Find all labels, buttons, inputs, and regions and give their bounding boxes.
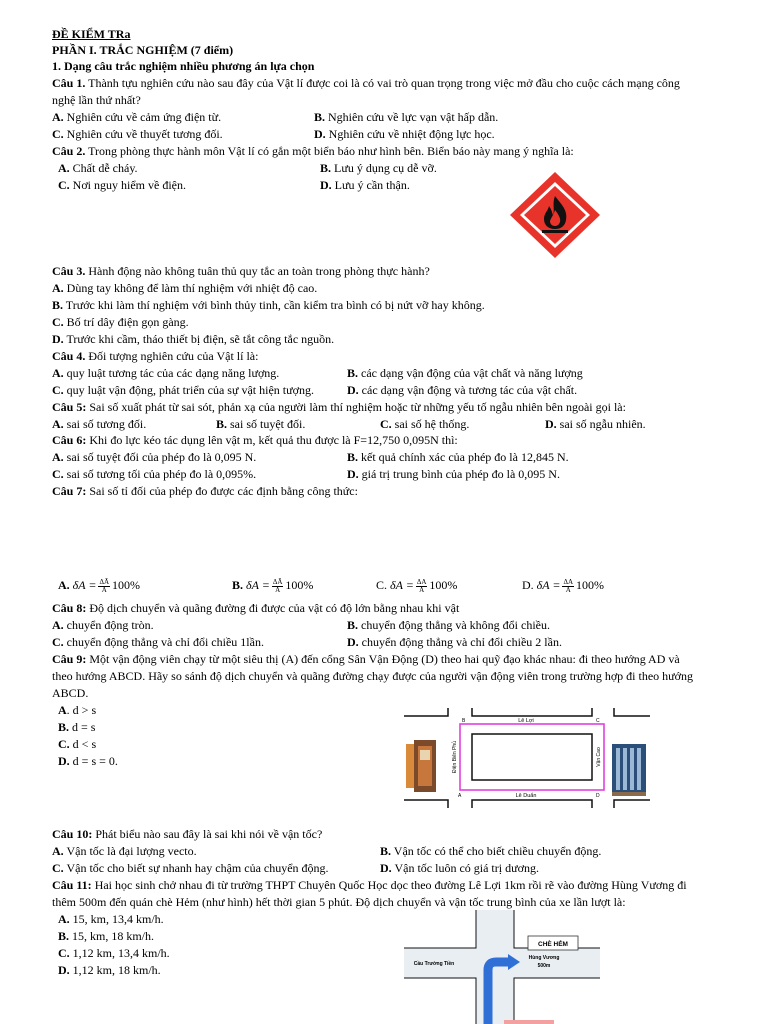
corner-a: A bbox=[458, 793, 462, 799]
exam-title: ĐỀ KIỂM TRa bbox=[52, 27, 131, 41]
q10-option-a: A. Vận tốc là đại lượng vecto. bbox=[52, 844, 197, 858]
q9-option-a: A. d > s bbox=[58, 703, 97, 717]
flame-base bbox=[542, 230, 568, 233]
q9-text-line2: theo hướng ABCD. Hãy so sánh độ dịch chuyển và quãng đường chạy được của người vận động viên trong trường hợp đi theo hướng bbox=[52, 669, 694, 683]
q4-option-a: A. quy luật tương tác của các dạng năng lượng. bbox=[52, 366, 280, 380]
q1-option-c: C. Nghiên cứu về thuyết tương đối. bbox=[52, 127, 223, 141]
q5-option-c: C. sai số hệ thống. bbox=[380, 417, 470, 431]
shop-label: CHÈ HẺM bbox=[538, 941, 568, 948]
supermarket-building-icon bbox=[406, 740, 436, 792]
q7-option-b: B. δA = $\frac{\Delta Ā}{A}$ 100% bbox=[232, 577, 314, 594]
q11-option-d: D. 1,12 km, 18 km/h. bbox=[58, 963, 161, 977]
q6-option-a: A. sai số tuyệt đối của phép đo là 0,095 N. bbox=[52, 450, 257, 464]
q2-option-a: A. Chất dễ cháy. bbox=[58, 161, 138, 175]
q6-option-c: C. sai số tương tối của phép đo là 0,095%. bbox=[52, 467, 257, 481]
q5-option-d: D. sai số ngẫu nhiên. bbox=[545, 417, 646, 431]
q4-option-d: D. các dạng vận động và tương tác của vật chất. bbox=[347, 383, 578, 397]
q5-option-b: B. sai số tuyệt đối. bbox=[216, 417, 306, 431]
q11-option-b: B. 15, km, 18 km/h. bbox=[58, 929, 155, 943]
q9-option-b: B. d = s bbox=[58, 720, 96, 734]
q5-option-a: A. sai số tương đối. bbox=[52, 417, 147, 431]
q10-option-d: D. Vận tốc luôn có giá trị dương. bbox=[380, 861, 539, 875]
q8-option-b: B. chuyển động thẳng và không đổi chiều. bbox=[347, 618, 550, 632]
q5-stem: Câu 5: Sai số xuất phát từ sai sót, phản xạ của người làm thí nghiệm hoặc từ những yếu tố ngẫu nhiên bên ngoài gọi là: bbox=[52, 400, 626, 414]
q1-option-d: D. Nghiên cứu về nhiệt động lực học. bbox=[314, 127, 495, 141]
q9-route-map bbox=[400, 704, 652, 812]
q6-option-b: B. kết quả chính xác của phép đo là 12,845 N. bbox=[347, 450, 569, 464]
road-label-bottom: Lê Duẩn bbox=[515, 793, 537, 799]
q2-label: Câu 2. bbox=[52, 144, 86, 158]
q1-label: Câu 1. bbox=[52, 76, 86, 90]
section-heading: 1. Dạng câu trắc nghiệm nhiều phương án lựa chọn bbox=[52, 59, 315, 73]
q8-option-c: C. chuyển động thẳng và chỉ đổi chiều 1lần. bbox=[52, 635, 264, 649]
road-label-left: Điện Biên Phủ bbox=[452, 741, 458, 773]
q9-option-c: C. d < s bbox=[58, 737, 97, 751]
q1-option-a: A. Nghiên cứu về cảm ứng điện từ. bbox=[52, 110, 222, 124]
part-heading: PHẦN I. TRẮC NGHIỆM (7 điểm) bbox=[52, 43, 234, 57]
q6-stem: Câu 6: Khi đo lực kéo tác dụng lên vật m, kết quả thu được là F=12,750 0,095N thì: bbox=[52, 433, 458, 447]
q10-option-b: B. Vận tốc có thể cho biết chiều chuyển động. bbox=[380, 844, 602, 858]
q7-option-a: A. δA = $\frac{\Delta Ā}{Ā}$ 100% bbox=[58, 577, 141, 594]
q8-option-a: A. chuyển động tròn. bbox=[52, 618, 154, 632]
q11-option-c: C. 1,12 km, 13,4 km/h. bbox=[58, 946, 170, 960]
q11-route-map bbox=[404, 910, 600, 1024]
distance-label: 500m bbox=[537, 963, 551, 969]
q11-option-a: A. 15, km, 13,4 km/h. bbox=[58, 912, 164, 926]
q7-stem: Câu 7: Sai số tỉ đối của phép đo được các định bằng công thức: bbox=[52, 484, 358, 498]
q2-option-d: D. Lưu ý cần thận. bbox=[320, 178, 410, 192]
q3-option-b: B. Trước khi làm thí nghiệm với bình thủy tinh, cần kiểm tra bình có bị nứt vỡ hay không. bbox=[52, 298, 485, 312]
q2-option-c: C. Nơi nguy hiểm về điện. bbox=[58, 178, 186, 192]
q8-stem: Câu 8: Độ dịch chuyển và quãng đường đi được của vật có độ lớn bằng nhau khi vật bbox=[52, 601, 460, 615]
corner-b: B bbox=[462, 718, 466, 724]
q9-stem: Câu 9: Một vận động viên chạy từ một siêu thị (A) đến cổng Sân Vận Động (D) theo hai quỹ đạo khác nhau: đi theo hướng AD và bbox=[52, 652, 680, 666]
road-label-top: Lê Lợi bbox=[518, 718, 534, 724]
q3-option-a: A. Dùng tay không để làm thí nghiệm với nhiệt độ cao. bbox=[52, 281, 318, 295]
map-bottom-marker bbox=[504, 1020, 554, 1024]
street-label: Hùng Vương bbox=[528, 955, 560, 961]
bridge-label: Cầu Trường Tiền bbox=[413, 961, 455, 967]
q7-option-c: C. δA = $\frac{\Delta A}{A}$ 100% bbox=[376, 577, 458, 594]
q10-stem: Câu 10: Phát biểu nào sau đây là sai khi nói về vận tốc? bbox=[52, 827, 323, 841]
q9-option-d: D. d = s = 0. bbox=[58, 754, 118, 768]
q9-text-line3: ABCD. bbox=[52, 686, 89, 700]
q2-stem: Câu 2. Trong phòng thực hành môn Vật lí có gắn một biển báo như hình bên. Biển báo này mang ý nghĩa là: bbox=[52, 144, 574, 158]
q4-option-c: C. quy luật vận động, phát triển của sự vật hiện tượng. bbox=[52, 383, 314, 397]
q7-option-d: D. δA = $\frac{\Delta A}{Ā}$ 100% bbox=[522, 577, 605, 594]
q11-text-line2: thêm 500m đến quán chè Hẻm (như hình) hết thời gian 5 phút. Độ dịch chuyển và vận tốc trung bình của xe lần lượt là: bbox=[52, 895, 626, 909]
q1-option-b: B. Nghiên cứu về lực vạn vật hấp dẫn. bbox=[314, 110, 499, 124]
q3-option-c: C. Bố trí dây điện gọn gàng. bbox=[52, 315, 189, 329]
q4-option-b: B. các dạng vận động của vật chất và năng lượng bbox=[347, 366, 583, 380]
q8-option-d: D. chuyển động thẳng và chỉ đổi chiều 2 lần. bbox=[347, 635, 562, 649]
q1-text-line2: nghệ lần thứ nhất? bbox=[52, 93, 141, 107]
q6-option-d: D. giá trị trung bình của phép đo là 0,095 N. bbox=[347, 467, 560, 481]
q4-stem: Câu 4. Đối tượng nghiên cứu của Vật lí là: bbox=[52, 349, 259, 363]
road-label-right: Vận Cao bbox=[596, 747, 602, 767]
q11-stem: Câu 11: Hai học sinh chở nhau đi từ trường THPT Chuyên Quốc Học dọc theo đường Lê Lợi 1km rồi rẽ vào đường Hùng Vương đi bbox=[52, 878, 687, 892]
q3-option-d: D. Trước khi cầm, tháo thiết bị điện, sẽ tắt công tắc nguồn. bbox=[52, 332, 335, 346]
q3-stem: Câu 3. Hành động nào không tuân thủ quy tắc an toàn trong phòng thực hành? bbox=[52, 264, 430, 278]
flammable-sign-icon bbox=[506, 168, 604, 262]
q1-text-line1: Thành tựu nghiên cứu nào sau đây của Vật lí được coi là có vai trò quan trọng trong việc mở đầu cho cuộc cách mạng công bbox=[85, 76, 680, 90]
q10-option-c: C. Vận tốc cho biết sự nhanh hay chậm của chuyển động. bbox=[52, 861, 329, 875]
corner-c: C bbox=[596, 718, 600, 724]
corner-d: D bbox=[596, 793, 600, 799]
q1-stem bbox=[52, 75, 680, 91]
stadium-building-icon bbox=[612, 744, 646, 796]
q2-option-b: B. Lưu ý dụng cụ dễ vỡ. bbox=[320, 161, 437, 175]
